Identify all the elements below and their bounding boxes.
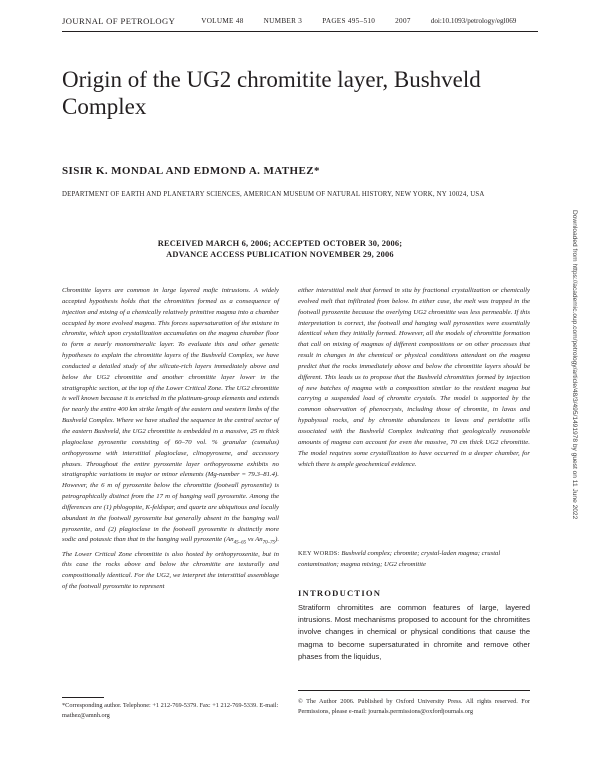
abstract-left-column [62, 286, 279, 593]
corresponding-author-footnote: *Corresponding author. Telephone: +1 212-769-5379. Fax: +1 212-769-5339. E-mail: mathez@amnh.org [62, 702, 279, 719]
publication-dates [62, 238, 498, 260]
journal-name: JOURNAL OF PETROLOGY [62, 16, 176, 26]
abstract-left-vs: vs An [246, 536, 263, 544]
abstract-right-text: either interstitial melt that formed in situ by fractional crystallization or chemically evolved melt that infiltrated from below. In either case, the melt was trapped in the footwall pyroxenite because the overlying UG2 chromitite was less permeable. If this interpretation is correct, the footwall and hanging wall pyroxenites were essentially identical when they initially formed. However, all the models of chromitite formation that call on mixing of magmas of different compositions or on other processes that result in changes in the chemical or physical conditions attendant on the magma predict that the rocks immediately above and below the chromitite layers should be different. This leads us to propose that the Bushveld chromitites formed by injection of new batches of magma with a composition similar to the resident magma but carrying a suspended load of chromite crystals. The model is supported by the common observation of phenocrysts, including those of chromite, in lavas and hypabyssal rocks, and by chromite abundances in lavas and peridotite sills associated with the Bushveld Complex indicating that geologically reasonable amounts of magma can account for even the massive, 70 cm thick UG2 chromitite. The model requires some crystallization to have occurred in a deeper chamber, for which there is ample geochemical evidence. [298, 287, 530, 468]
anorthite-range-hanging: 70–75 [262, 540, 276, 546]
doi[interactable]: doi:10.1093/petrology/egl069 [430, 17, 517, 25]
footnote-rule [62, 697, 104, 698]
introduction-heading: INTRODUCTION [298, 588, 382, 598]
header-rule [62, 31, 538, 32]
abstract-left-text: Chromitite layers are common in large layered mafic intrusions. A widely accepted hypothesis holds that the chromitites formed as a consequence of injection and mixing of a chemically relatively primitive magma into a chamber occupied by more evolved magma. This forces supersaturation of the mixture in chromite, which upon crystallization accumulates on the magma chamber floor to form a nearly monomineralic layer. To evaluate this and other genetic hypotheses to explain the chromitite layers of the Bushveld Complex, we have conducted a detailed study of the silicate-rich layers immediately above and below the UG2 chromitite and another chromitite layer lower in the stratigraphic section, at the top of the Lower Critical Zone. The UG2 chromitite is well known because it is enriched in the platinum-group elements and extends for nearly the entire 400 km strike length of the eastern and western limbs of the Bushveld Complex. Where we have studied the sequence in the central sector of the eastern Bushveld, the UG2 chromitite is embedded in a massive, 25 m thick plagioclase pyroxenite consisting of 60–70 vol. % granular (cumulus) orthopyroxene with interstitial plagioclase, clinopyroxene, and accessory phases. Throughout the entire pyroxenite layer orthopyroxene exhibits no stratigraphic variations in major or minor elements (Mg-number = 79.3–81.4). However, the 6 m of pyroxenite below the chromitite (footwall pyroxenite) is petrographically distinct from the 17 m of hanging wall pyroxenite. Among the differences are (1) phlogopite, K-feldspar, and quartz are ubiquitous and locally abundant in the footwall pyroxenite but generally absent in the hanging wall pyroxenite, and (2) plagioclase in the footwall pyroxenite is distinctly more sodic and potassic than that in the hanging wall pyroxenite (An [62, 287, 279, 544]
issue-number: NUMBER 3 [263, 17, 303, 25]
abstract-left-tail: ). The Lower Critical Zone chromitite is also hosted by orthopyroxenite, but in this case the rocks above and below the chromitite are texturally and compositionally identical. For the UG2, we interpret the interstitial assemblage of the footwall pyroxenite to represent [62, 536, 280, 591]
keywords-text: Bushveld complex; chromite; crystal-laden magma; crustal contamination; magma mixing; UG2 chromitite [298, 550, 501, 568]
volume: VOLUME 48 [201, 17, 244, 25]
copyright-rule [298, 690, 530, 691]
keywords [298, 549, 530, 570]
introduction-text: Stratiform chromitites are common features of large, layered intrusions. Most mechanisms proposed to account for the chromitites involve changes in chemical or physical conditions that cause the magma to become supersaturated in chromite and remove other phases from the liquidus, [298, 603, 530, 661]
advance-access-line: ADVANCE ACCESS PUBLICATION NOVEMBER 29, 2006 [166, 250, 394, 259]
affiliation: DEPARTMENT OF EARTH AND PLANETARY SCIENCES, AMERICAN MUSEUM OF NATURAL HISTORY, NEW YORK, NY 10024, USA [62, 191, 485, 198]
page-range: PAGES 495–510 [322, 17, 376, 25]
keywords-label: KEY WORDS: [298, 550, 340, 557]
year: 2007 [395, 17, 411, 25]
copyright-notice: © The Author 2006. Published by Oxford University Press. All rights reserved. For Permissions, please e-mail: journals.permissions@oxfordjournals.org [298, 698, 530, 715]
article-title: Origin of the UG2 chromitite layer, Bushveld Complex [62, 67, 481, 119]
download-watermark: Downloaded from https://academic.oup.com/petrology/article/48/3/495/1491978 by guest on 11 June 2022 [571, 210, 578, 520]
received-accepted-line: RECEIVED MARCH 6, 2006; ACCEPTED OCTOBER 30, 2006; [157, 239, 403, 248]
journal-header [62, 14, 538, 28]
abstract-right-column [298, 286, 530, 470]
author-list: SISIR K. MONDAL AND EDMOND A. MATHEZ* [62, 165, 320, 177]
anorthite-range-footwall: 45–65 [233, 540, 247, 546]
